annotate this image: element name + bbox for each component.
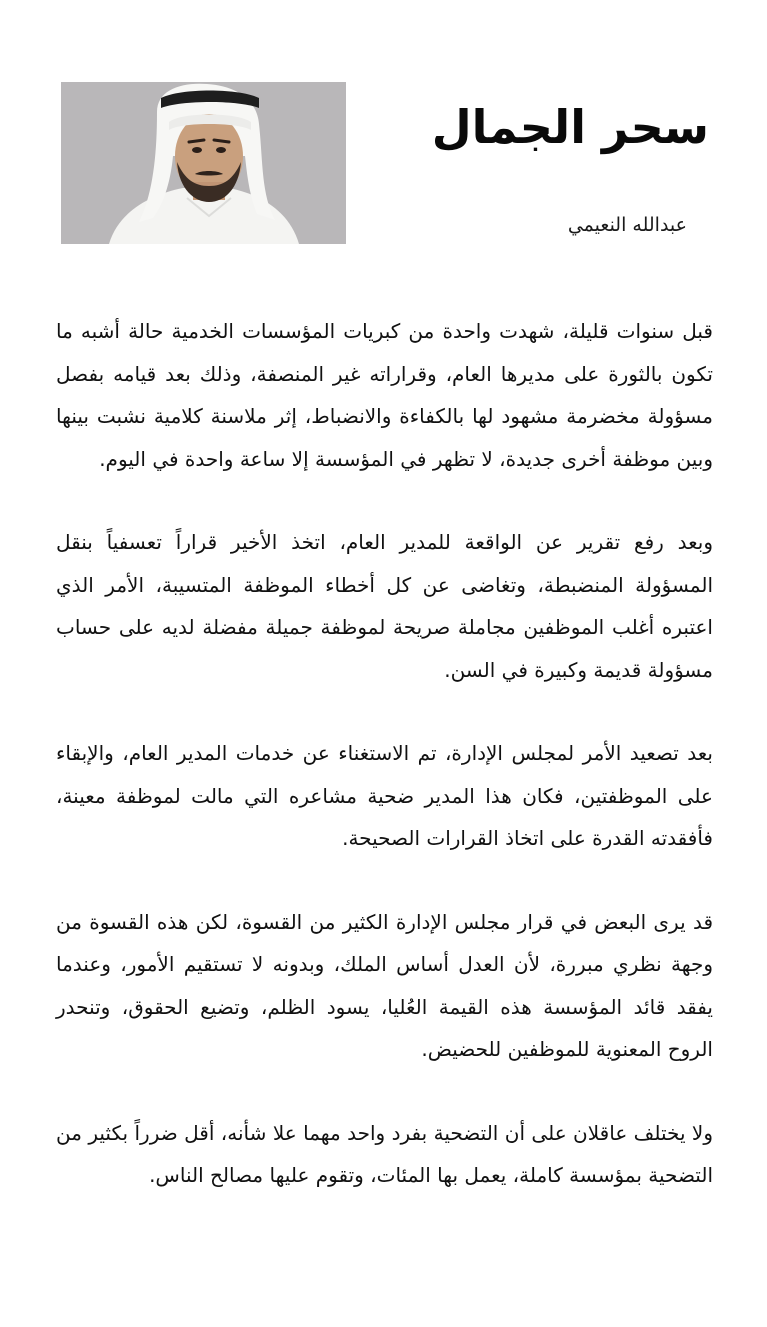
article-paragraph: وبعد رفع تقرير عن الواقعة للمدير العام، اتخذ الأخير قراراً تعسفياً بنقل المسؤولة المنضبطة، وتغاضى عن كل أخطاء الموظفة المتسيبة، الأمر الذي اعتبره أغلب الموظفين مجاملة صريحة لموظفة جميلة مفضلة لديه على حساب مسؤولة قديمة وكبيرة في السن.	[56, 530, 713, 682]
article-paragraph: ولا يختلف عاقلان على أن التضحية بفرد واحد مهما علا شأنه، أقل ضرراً بكثير من التضحية بمؤسسة كاملة، يعمل بها المئات، وتقوم عليها مصالح الناس.	[56, 1120, 713, 1187]
article-header	[0, 0, 767, 260]
author-name: عبدالله النعيمي	[567, 214, 687, 236]
article-body	[56, 310, 713, 1238]
author-photo	[61, 82, 346, 244]
article-paragraph: بعد تصعيد الأمر لمجلس الإدارة، تم الاستغناء عن خدمات المدير العام، والإبقاء على الموظفتين، فكان هذا المدير ضحية مشاعره التي مالت لموظفة معينة، فأفقدته القدرة على اتخاذ القرارات الصحيحة.	[56, 741, 713, 850]
article-paragraph: قد يرى البعض في قرار مجلس الإدارة الكثير من القسوة، لكن هذه القسوة من وجهة نظري مبررة، لأن العدل أساس الملك، وبدونه لا تستقيم الأمور، وعندما يفقد قائد المؤسسة هذه القيمة العُليا، يسود الظلم، وتضيع الحقوق، وتنحدر الروح المعنوية للموظفين للحضيض.	[56, 909, 713, 1061]
article-title: سحر الجمال	[431, 100, 709, 154]
article-paragraph: قبل سنوات قليلة، شهدت واحدة من كبريات المؤسسات الخدمية حالة أشبه ما تكون بالثورة على مديرها العام، وقراراته غير المنصفة، وذلك بعد قيامه بفصل مسؤولة مخضرمة مشهود لها بالكفاءة والانضباط، إثر ملاسنة كلامية نشبت بينها وبين موظفة أخرى جديدة، لا تظهر في المؤسسة إلا ساعة واحدة في اليوم.	[56, 319, 713, 471]
author-portrait-icon	[61, 82, 346, 244]
